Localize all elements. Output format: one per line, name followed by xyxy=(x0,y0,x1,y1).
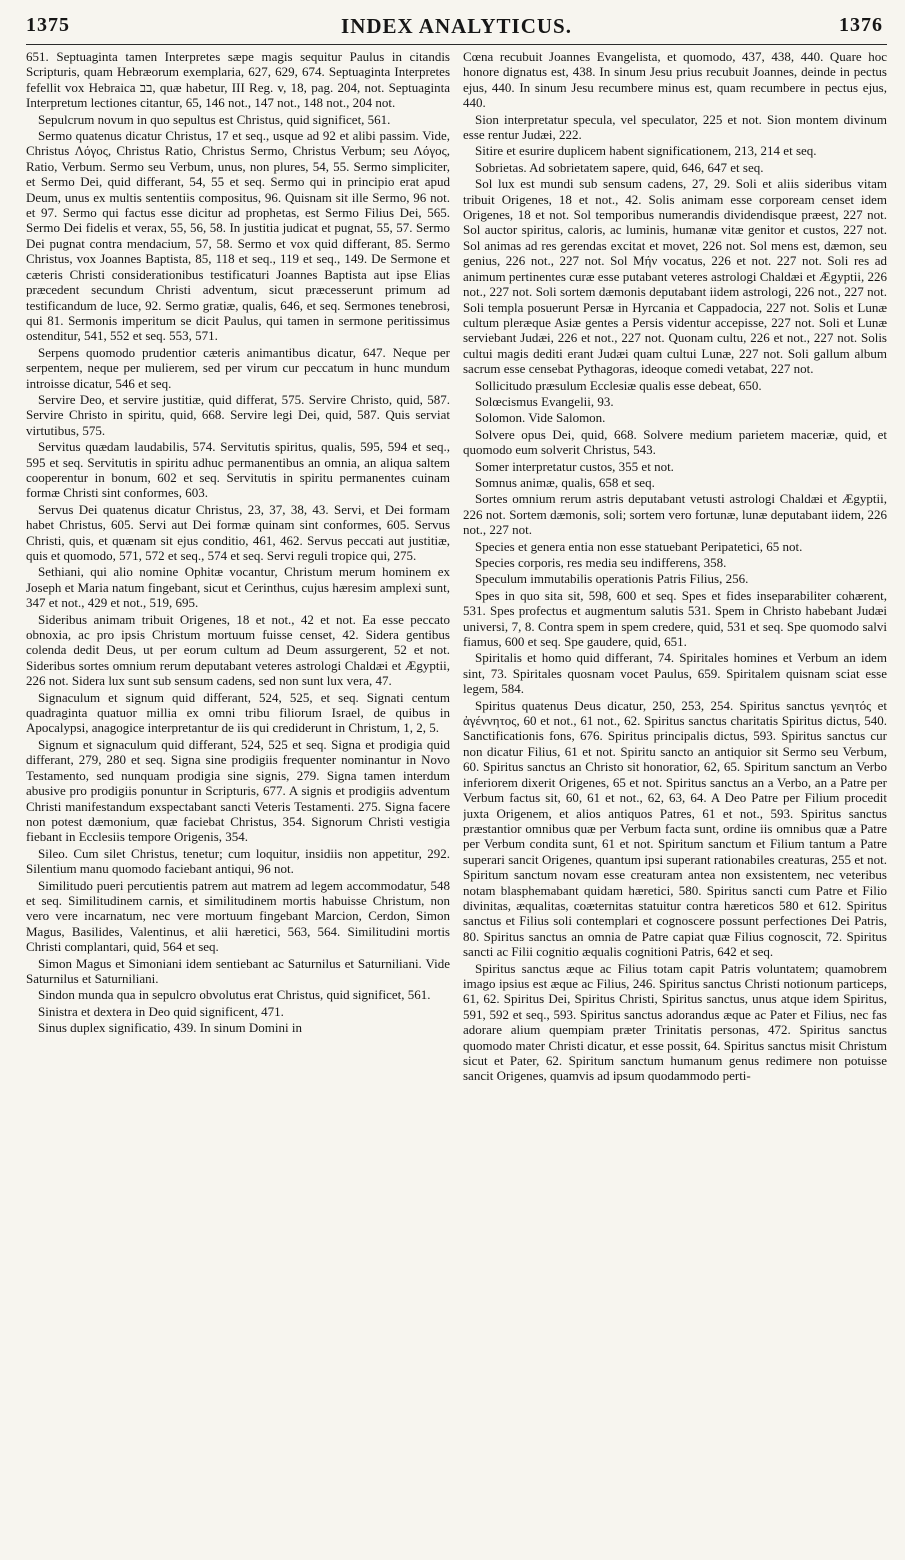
index-entry: Species corporis, res media seu indifferens, 358. xyxy=(475,555,727,570)
index-entry: Signaculum et signum quid differant, 524, 525, et seq. Signati centum quadraginta quatuor millia ex omni tribu filiorum Israel, de quibus in Apocalypsi, anagogice interpretantur de iis qui crediderunt in Christum, 1, 2, 5. xyxy=(26,689,450,736)
index-entry: Solomon. Vide Salomon. xyxy=(475,410,606,426)
index-entry: Sinistra et dextera in Deo quid significent, 471. xyxy=(38,1003,284,1019)
index-entry: Sileo. Cum silet Christus, tenetur; cum loquitur, insidiis non appetitur, 292. Silentium manu quomodo faciebant antiqui, 96 not. xyxy=(26,845,450,877)
index-entry: Sindon munda qua in sepulcro obvolutus erat Christus, quid significet, 561. xyxy=(38,987,431,1003)
index-entry: Somer interpretatur custos, 355 et not. xyxy=(475,458,674,474)
index-entry: Somnus animæ, qualis, 658 et seq. xyxy=(475,474,655,490)
index-entry: Sortes omnium rerum astris deputabant vetusti astrologi Chaldæi et Ægyptii, 226 not. Sortem dæmonis, soli; sortem vero fortunæ, lunæ deputabant iidem, 226 not., 227 not. xyxy=(463,491,887,538)
index-entry: Sollicitudo præsulum Ecclesiæ qualis esse debeat, 650. xyxy=(475,377,762,393)
index-entry: Servus Dei quatenus dicatur Christus, 23, 37, 38, 43. Servi, et Dei formam habet Christus, 605. Servi aut Dei formæ quinam sint conformes, 605. Servus Christi, quis, et quænam sit ejus conditio, 461, 462. Servus peccati aut justitiæ, quis et quomodo, 571, 572 et seq., 574 et seq. Servi reguli tropice qui, 275. xyxy=(26,501,450,563)
index-entry: Sitire et esurire duplicem habent significationem, 213, 214 et seq. xyxy=(475,143,817,159)
running-title: INDEX ANALYTICUS. xyxy=(341,14,572,38)
index-entry: Similitudo pueri percutientis patrem aut matrem ad legem accommodatur, 548 et seq. Similitudinem carnis, et similitudinem mortis habuisse Christum, non vero vere incarnatum, nec vere mortuum fingebant Marcion, Cerdon, Simon Magus, Basilides, Valentinus, et alii hæretici, 563, 564. Similitudini mortis Christi complantari, quid, 564 et seq. xyxy=(26,877,450,955)
running-head xyxy=(26,14,887,45)
index-entry: Cœna recubuit Joannes Evangelista, et quomodo, 437, 438, 440. Quare hoc honore dignatus est, 438. In sinum Jesu prius recubuit Joannes, deinde in pectus ejus, 440. In sinum Jesu recumbere minus est, quam recumbere in pectus ejus, 440. xyxy=(463,49,887,111)
index-entry: 651. Septuaginta tamen Interpretes sæpe magis sequitur Paulus in citandis Scripturis, quam Hebræorum exemplaria, 627, 629, 674. Septuaginta Interpretes fefellit vox Hebraica בב, quæ habetur, III Reg. v, 18, pag. 204, not. Septuaginta Interpretum lectiones citantur, 65, 146 not., 147 not., 148 not., 204 not. xyxy=(26,49,450,111)
index-entry: Sermo quatenus dicatur Christus, 17 et seq., usque ad 92 et alibi passim. Vide, Christus Λόγος, Christus Ratio, Christus Sermo, Christus Verbum; seu Λόγος, Ratio, Verbum. Sermo seu Verbum, unus, non plures, 54, 55. Sermo simpliciter, et Sermo Dei, quid differant, 54, 55 et seq. Sermo qui in principio erat apud Deum, unus ex multis sententiis compositus, 96. Quisnam sit ille Sermo, 96 not. et 97. Sermo qui factus esse dicitur ad prophetas, est Sermo Filius Dei, 565. Sermo Dei fidelis et verax, 55, 56, 58. In justitia judicat et pugnat, 55, 57. Sermo Dei pugnat contra mendacium, 57, 58. Sermo et vox quid differant, 85. Sermo Christus, vox Joannes Baptista, 85, 118 et seq., 119 et seq., 149. De Sermone et cæteris Christi considerationibus testificaturi Joannes Baptista aut ipse Elias præcedent secundum Christi adventum, sicut præcesserunt primum ad testificandum de luce, 92. Sermo gratiæ, qualis, 646, et seq. Sermones tenebrosi, qui 81. Sermonis imperitum se dicit Paulus, qui tamen in sermone peritissimus ostenditur, 541, 552 et seq. 553, 571. xyxy=(26,128,450,344)
index-entry: Solvere opus Dei, quid, 668. Solvere medium parietem maceriæ, quid, et quomodo eum solverit Christus, 543. xyxy=(463,426,887,458)
index-entry: Sethiani, qui alio nomine Ophitæ vocantur, Christum merum hominem ex Joseph et Maria natum fingebant, sicut et Cerinthus, cujus hæresim amplexi sunt, 347 et not., 429 et not., 519, 695. xyxy=(26,564,450,611)
index-entry: Speculum immutabilis operationis Patris Filius, 256. xyxy=(475,571,749,587)
index-entry: Spiritus sanctus æque ac Filius totam capit Patris voluntatem; quamobrem imago ipsius est æque ac Filius, 246. Spiritus sanctus Christi notionum particeps, 61, 62. Spiritus Dei, Spiritus Christi, Spiritus sanctus, unus atque idem Spiritus, 591, 592 et seq., 593. Spiritus sanctus adorandus æque ac Pater et Filius, nec fas adorare alium quempiam præter Trinitatis personas, 472. Spiritus sanctus quomodo mater Christi dicatur, et esse possit, 64. Spiritus sanctus misit Christum sicut et Pater, 62. Spiritum sanctum humanum genus redimere non potuisse sancit Origenes, quamvis ad ipsum quodammodo perti- xyxy=(463,960,887,1084)
index-entry: Sol lux est mundi sub sensum cadens, 27, 29. Soli et aliis sideribus vitam tribuit Origenes, 18 et not., 42. Solis animam esse corpoream censet idem Origenes, 18 et not. Sol temporibus numerandis dividendisque præest, 227 not. Sol auctor spiritus, caloris, ac luminis, humanæ vitæ genitor et custos, 227 not. Sol animas ad res gerendas excitat et movet, 226 not. Sol mens est, dæmon, seu genius, 226 not., 227 not. Sol Μήν vocatus, 226 et not. 227 not. Soli res ad animum pertinentes curæ esse putabant veteres astrologi Chaldæi et Ægyptii, 226 not., 227 not. Soli sortem dæmonis deputabant iidem astrologi, 226 not., 227 not. Soli templa posuerunt Persæ in Hyrcania et Cappadocia, 227 not. Solis et Lunæ cultum pleræque Asiæ gentes a Persis videntur accepisse, 227 not. Soli et Lunæ serviebant Judæi, 226 et not., 227 not. Quonam cultu, 226 et not., 227 not. Solis cultui magis dediti erant Judæi quam cultui Lunæ, 227 not. Soli gallum album sacrum esse censebat Pythagoras, ideoque comedi vetabat, 227 not. xyxy=(463,176,887,377)
index-entry: Sepulcrum novum in quo sepultus est Christus, quid significet, 561. xyxy=(38,111,391,127)
index-entry: Servitus quædam laudabilis, 574. Servitutis spiritus, qualis, 595, 594 et seq., 595 et seq. Servitutis in spiritu adhuc permanentibus an omnia, an aliqua saltem cooperentur in bonum, 602 et seq. Servitutis in spiritu permanentes cuinam formæ Christi sint conformes, 603. xyxy=(26,439,450,501)
index-entry: Serpens quomodo prudentior cæteris animantibus dicatur, 647. Neque per serpentem, neque per mulierem, sed per virum cur peccatum in hunc mundum introisse dicatur, 546 et seq. xyxy=(26,344,450,391)
left-column xyxy=(26,49,450,1549)
index-entry: Solœcismus Evangelii, 93. xyxy=(475,393,614,409)
index-entry: Signum et signaculum quid differant, 524, 525 et seq. Signa et prodigia quid differant, 279, 280 et seq. Signa sine prodigiis frequenter nominantur in Novo Testamento, sed nunquam prodigia sine signis, 279. Signa tamen interdum abusive pro prodigiis ponuntur in Scripturis, 677. A signis et prodigiis adventum Christi manifestandum exspectabant sancti Veteris Testamenti. 275. Signa facere non potest dæmonium, quæ faciebat Christus, 354. Signorum Christi vestigia fiebant in Ecclesiis tempore Origenis, 354. xyxy=(26,736,450,845)
index-entry: Sideribus animam tribuit Origenes, 18 et not., 42 et not. Ea esse peccato obnoxia, ac pro ipsis Christum mortuum fuisse censet, 42. Sidera gentibus colenda dedit Deus, ut per eorum cultum ad Deum assurgerent, 52 et not. Sideribus sortes omnium rerum deputabant veteres astrologi Chaldæi et Ægyptii, 226 not. Sidera lux sunt sub sensum cadens, sed non sunt lux vera, 47. xyxy=(26,611,450,689)
index-columns xyxy=(26,49,887,1549)
index-entry: Sinus duplex significatio, 439. In sinum Domini in xyxy=(38,1020,302,1036)
index-entry: Spiritus quatenus Deus dicatur, 250, 253, 254. Spiritus sanctus γενητός et ἀγέννητος, 60 et not., 61 not., 62. Spiritus sanctus charitatis Spiritus dictus, 540. Sanctificationis fons, 676. Spiritus principalis dictus, 593. Spiritus sanctus cur non dicatur Filius, 61 et not. Spiritu sancto an antiquior sit Sermo seu Verbum, 60. Spiritus sanctus an Christo sit honoratior, 62, 65. Spiritum sanctum an Verbo inferiorem dixerit Origenes, 65 et not. Spiritus sanctus an a Verbo, an a Patre per Verbum factus sit, 60, 61 et not., 62, 63, 64. A Deo Patre per Filium procedit juxta Origenem, et alios antiquos Patres, 61 et not., 593. Spiritus sanctus præstantior omnibus quæ per Verbum facta sunt, ordine iis omnibus quæ a Patre per Verbum condita sunt, 61 et not. Spiritum sanctum et Filium tantum a Patre superari sancit Origenes, quantum ipsi superant rationabiles creaturas, 255 et not. Spiritum sanctum novam esse creaturam antea non exsistentem, nec veteribus notam blasphemabant quidam hæretici, 580. Spiritus sancti cum Patre et Filio divinitas, æqualitas, coæternitas statuitur contra hæreticos 580 et 612. Spiritus sanctus et Filius soli contemplari et cognoscere possunt perfectiones Dei Patris, 80. Spiritus sanctus an omnia de Patre capiat quæ Filius cognoscit, 72. Spiritus sancti ac Filii cognitio æqualis cognitioni Patris, 642 et seq. xyxy=(463,697,887,960)
index-entry: Spes in quo sita sit, 598, 600 et seq. Spes et fides inseparabiliter cohærent, 531. Spes profectus et augmentum salutis 531. Spem in Christo habebant Judæi universi, 7, 8. Contra spem in spem credere, quid, 531 et seq. Spe quomodo salvi fiamus, 600 et seq. Spe gaudere, quid, 651. xyxy=(463,587,887,650)
index-entry: Sobrietas. Ad sobrietatem sapere, quid, 646, 647 et seq. xyxy=(475,159,764,175)
index-entry: Species et genera entia non esse statuebant Peripatetici, 65 not. xyxy=(475,538,803,554)
right-column xyxy=(463,49,887,1549)
index-entry: Sion interpretatur specula, vel speculator, 225 et not. Sion montem divinum esse rentur Judæi, 222. xyxy=(463,111,887,143)
page-number-right: 1376 xyxy=(839,14,883,36)
index-entry: Simon Magus et Simoniani idem sentiebant ac Saturnilus et Saturniliani. Vide Saturnilus et Saturniliani. xyxy=(26,955,450,986)
index-entry: Spiritalis et homo quid differant, 74. Spiritales homines et Verbum an idem sint, 73. Spiritales quosnam vocet Paulus, 659. Spiritalem quisnam sciat esse legem, 584. xyxy=(463,650,887,697)
index-entry: Servire Deo, et servire justitiæ, quid differat, 575. Servire Christo, quid, 587. Servire Christo in spiritu, quid, 668. Servire legi Dei, quid, 587. Quis serviat virtutibus, 575. xyxy=(26,391,450,438)
page-number-left: 1375 xyxy=(26,14,70,36)
